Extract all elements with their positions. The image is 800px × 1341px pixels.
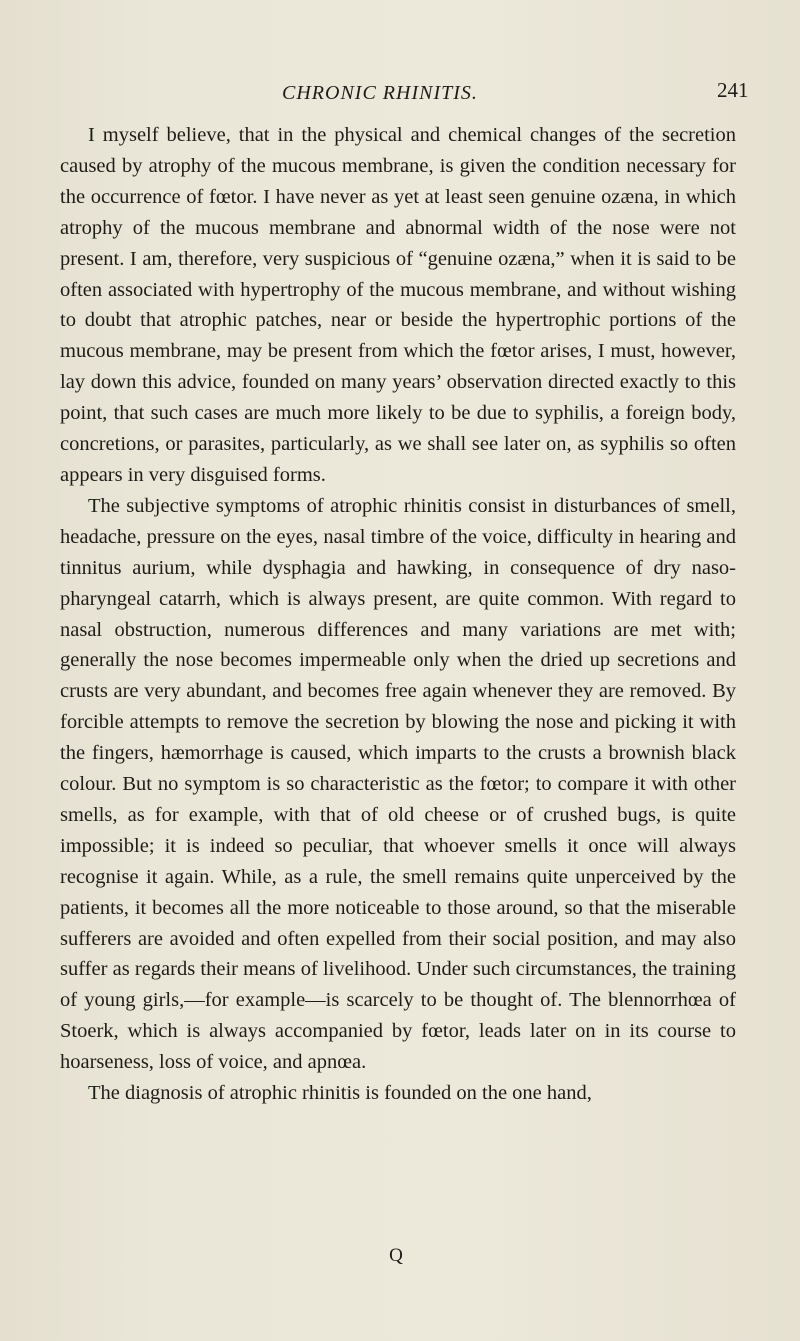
running-head (0, 78, 800, 110)
paragraph-3: The diagnosis of atrophic rhinitis is founded on the one hand, (88, 1082, 592, 1105)
paragraph-2: The subjective symptoms of atrophic rhinitis consist in disturbances of smell, headache, pressure on the eyes, nasal timbre of the voice, difficulty in hearing and tinnitus aurium, while dysphagia and hawking, in consequence of dry naso-pharyngeal catarrh, which is always present, are quite common. With regard to nasal obstruction, numerous differences and many variations are met with; generally the nose becomes impermeable only when the dried up secretions and crusts are very abundant, and becomes free again whenever they are removed. By forcible attempts to remove the secretion by blowing the nose and picking it with the fingers, hæmorrhage is caused, which imparts to the crusts a brownish black colour. But no symptom is so characteristic as the fœtor; to compare it with other smells, as for example, with that of old cheese or of crushed bugs, is quite impossible; it is indeed so peculiar, that whoever smells it once will always recognise it again. While, as a rule, the smell remains quite unperceived by the patients, it becomes all the more noticeable to those around, so that the miserable sufferers are avoided and often expelled from their social position, and may also suffer as regards their means of livelihood. Under such circumstances, the training of young girls,—for example—is scarcely to be thought of. The blennorrhœa of Stoerk, which is always accompanied by fœtor, leads later on in its course to hoarseness, loss of voice, and apnœa. (60, 494, 736, 1074)
running-head-title: CHRONIC RHINITIS. (282, 82, 478, 104)
signature-mark (0, 1245, 800, 1267)
page-number: 241 (717, 78, 749, 102)
paragraph-1: I myself believe, that in the physical and chemical changes of the secretion caused by atrophy of the mucous membrane, is given the condition necessary for the occurrence of fœtor. I have never as yet at least seen genuine ozæna, in which atrophy of the mucous membrane and abnormal width of the nose were not present. I am, therefore, very suspicious of “genuine ozæna,” when it is said to be often associated with hypertrophy of the mucous membrane, and without wishing to doubt that atrophic patches, near or beside the hypertrophic portions of the mucous membrane, may be present from which the fœtor arises, I must, however, lay down this advice, founded on many years’ observation directed exactly to this point, that such cases are much more likely to be due to syphilis, a foreign body, concretions, or parasites, particularly, as we shall see later on, as syphilis so often appears in very disguised forms. (60, 124, 736, 486)
signature-letter: Q (389, 1245, 403, 1266)
body-text (60, 120, 736, 1109)
